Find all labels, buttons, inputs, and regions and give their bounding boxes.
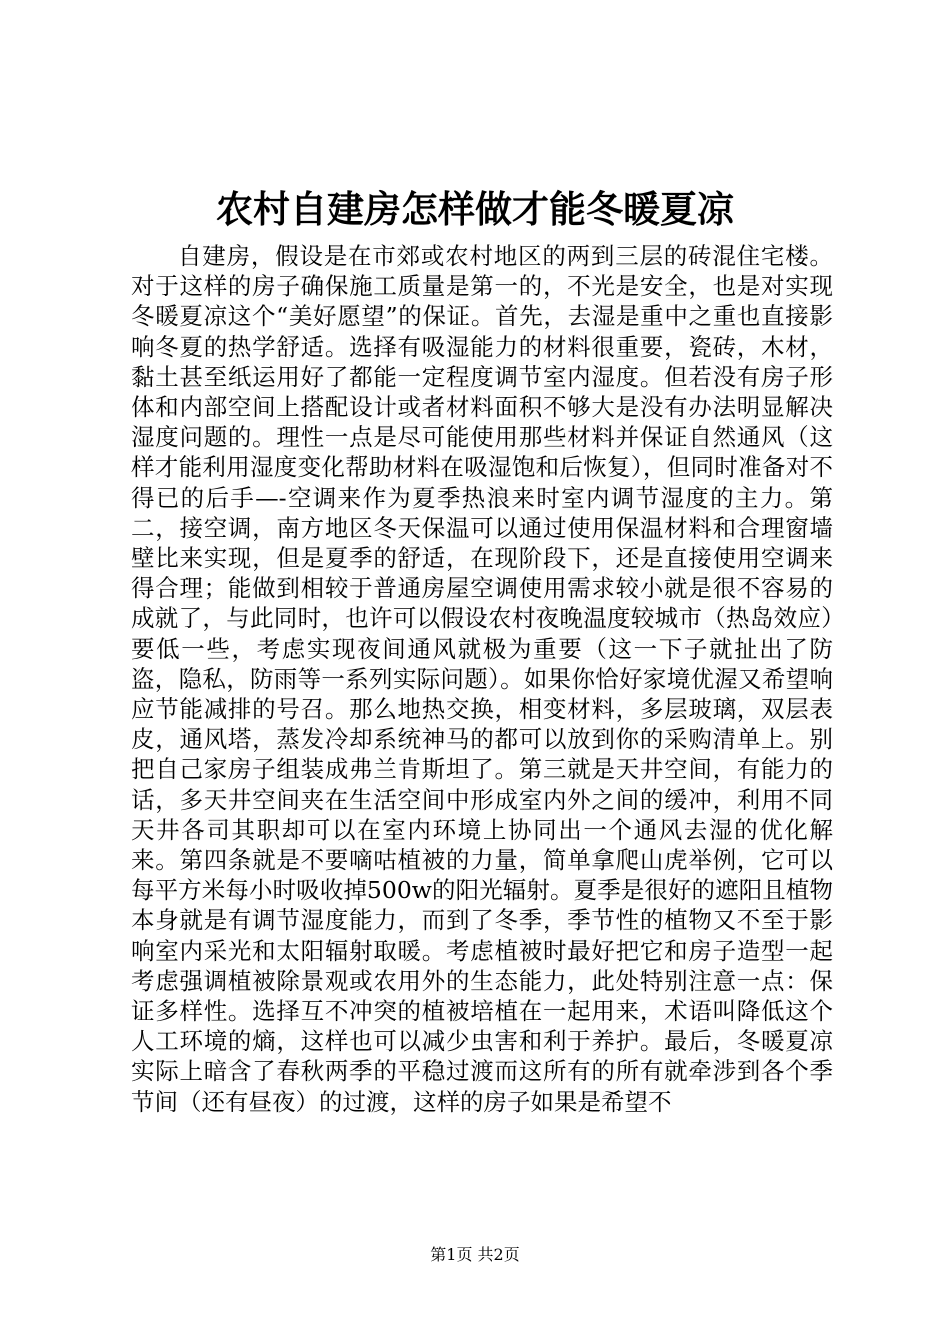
document-body-paragraph: 自建房，假设是在市郊或农村地区的两到三层的砖混住宅楼。对于这样的房子确保施工质量是第一的，不光是安全，也是对实现冬暖夏凉这个“美好愿望”的保证。首先，去湿是重中之重也直接影响冬夏的热学舒适。选择有吸湿能力的材料很重要，瓷砖，木材，黏土甚至纸运用好了都能一定程度调节室内湿度。但若没有房子形体和内部空间上搭配设计或者材料面积不够大是没有办法明显解决湿度问题的。理性一点是尽可能使用那些材料并保证自然通风（这样才能利用湿度变化帮助材料在吸湿饱和后恢复），但同时准备对不得已的后手—-空调来作为夏季热浪来时室内调节湿度的主力。第二，接空调，南方地区冬天保温可以通过使用保温材料和合理窗墙壁比来实现，但是夏季的舒适，在现阶段下，还是直接使用空调来得合理；能做到相较于普通房屋空调使用需求较小就是很不容易的成就了，与此同时，也许可以假设农村夜晚温度较城市（热岛效应）要低一些，考虑实现夜间通风就极为重要（这一下子就扯出了防盗，隐私，防雨等一系列实际问题）。如果你恰好家境优渥又希望响应节能减排的号召。那么地热交换，相变材料，多层玻璃，双层表皮，通风塔，蒸发冷却系统神马的都可以放到你的采购清单上。别把自己家房子组装成弗兰肯斯坦了。第三就是天井空间，有能力的话，多天井空间夹在生活空间中形成室内外之间的缓冲，利用不同天井各司其职却可以在室内环境上协同出一个通风去湿的优化解来。第四条就是不要嘀咕植被的力量，简单拿爬山虎举例，它可以每平方米每小时吸收掉500w的阳光辐射。夏季是很好的遮阳且植物本身就是有调节湿度能力，而到了冬季，季节性的植物又不至于影响室内采光和太阳辐射取暖。考虑植被时最好把它和房子造型一起考虑强调植被除景观或农用外的生态能力，此处特别注意一点：保证多样性。选择互不冲突的植被培植在一起用来，术语叫降低这个人工环境的熵，这样也可以减少虫害和利于养护。最后，冬暖夏凉实际上暗含了春秋两季的平稳过渡而这所有的所有就牵涉到各个季节间（还有昼夜）的过渡，这样的房子如果是希望不 xyxy=(131,242,833,1116)
document-title: 农村自建房怎样做才能冬暖夏凉 xyxy=(216,187,734,231)
page-number-footer: 第1页 共2页 xyxy=(430,1245,520,1264)
